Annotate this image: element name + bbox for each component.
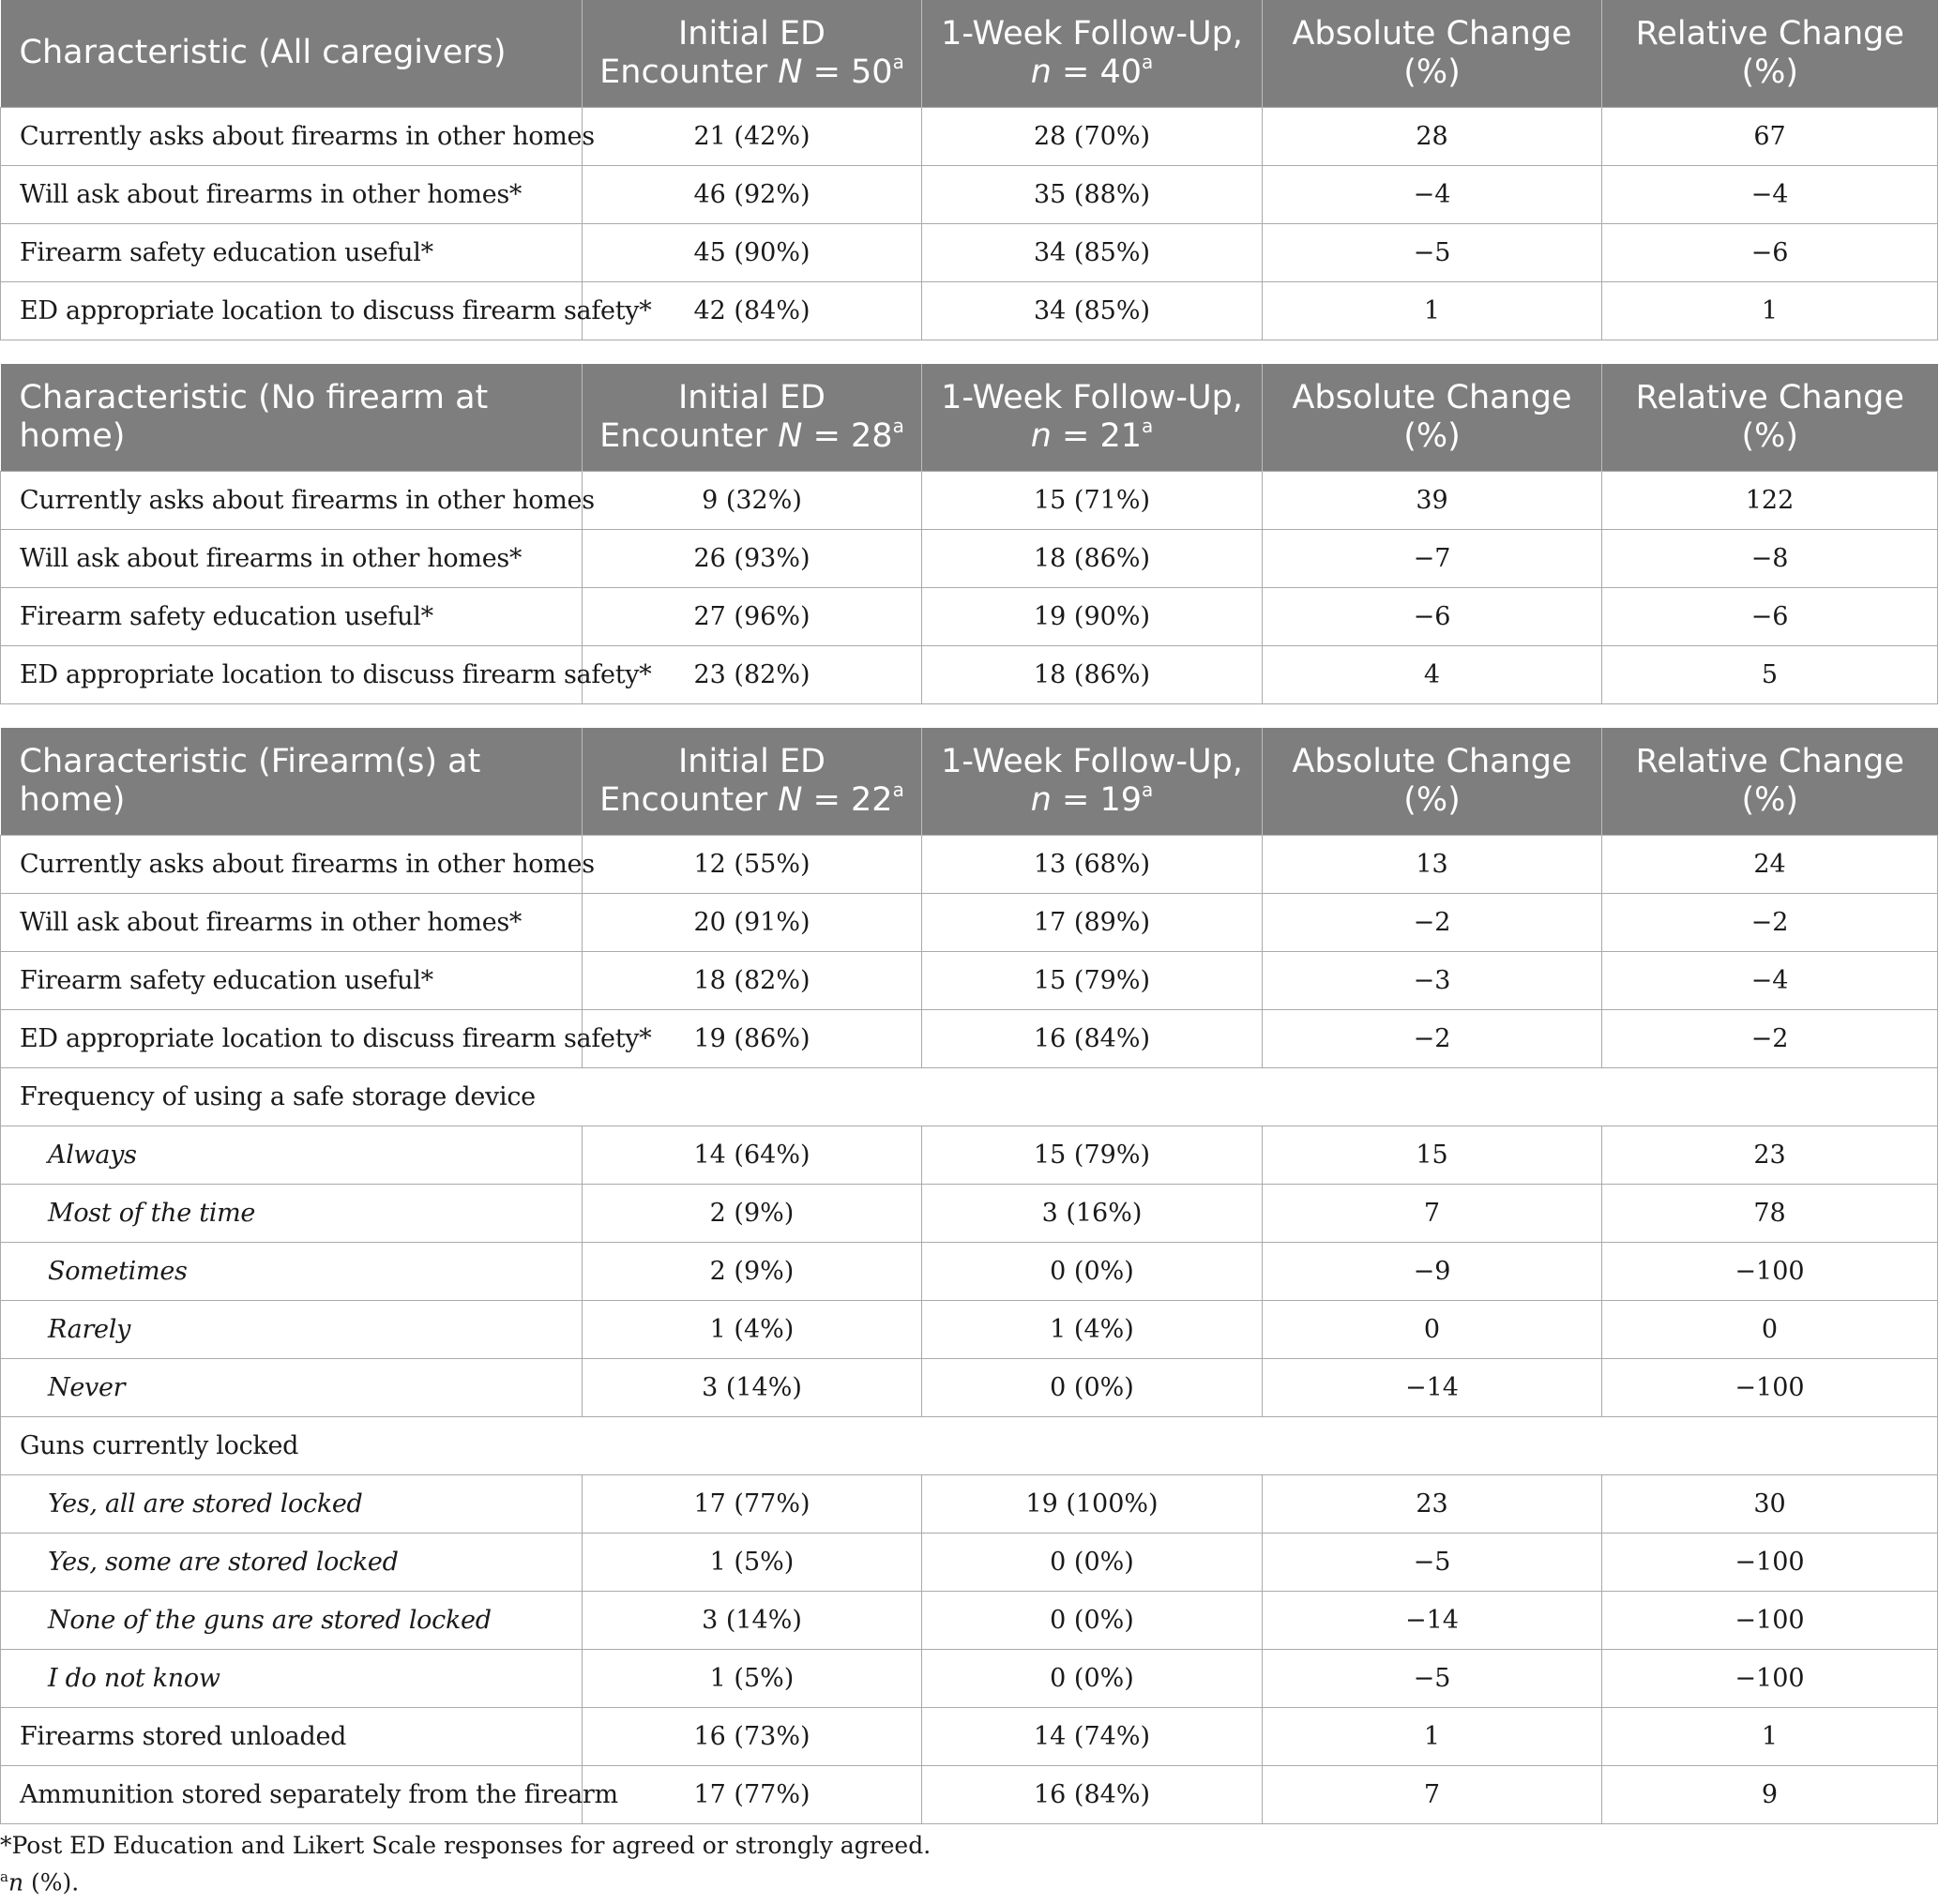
table-cell-value: −9 <box>1263 1242 1602 1300</box>
table-row <box>1 835 1938 893</box>
table-cell-value: −2 <box>1602 1009 1938 1067</box>
table-row <box>1 1358 1938 1416</box>
table-cell-value: 30 <box>1602 1474 1938 1533</box>
table-cell-value: −14 <box>1263 1358 1602 1416</box>
table-row <box>1 1242 1938 1300</box>
table-cell-value: 0 (0%) <box>922 1649 1263 1707</box>
table-row <box>1 1416 1938 1474</box>
table-no-firearm-at-home <box>0 364 1938 704</box>
table-cell-label: None of the guns are stored locked <box>1 1591 583 1649</box>
table-row <box>1 1300 1938 1358</box>
table-row <box>1 471 1938 529</box>
table-row <box>1 1474 1938 1533</box>
table-cell-value: 2 (9%) <box>583 1184 922 1242</box>
table-cell-value: 0 (0%) <box>922 1533 1263 1591</box>
table-cell-value: 12 (55%) <box>583 835 922 893</box>
header-relative-change: Relative Change (%) <box>1602 0 1938 107</box>
table-cell-value: 17 (77%) <box>583 1474 922 1533</box>
table-cell-value: 0 <box>1263 1300 1602 1358</box>
table-cell-label: Sometimes <box>1 1242 583 1300</box>
table-cell-value: 1 (5%) <box>583 1649 922 1707</box>
table-cell-value: 24 <box>1602 835 1938 893</box>
footnote-asterisk: *Post ED Education and Likert Scale responses for agreed or strongly agreed. <box>0 1832 932 1859</box>
table-cell-value: 15 <box>1263 1126 1602 1184</box>
table-cell-label: ED appropriate location to discuss firearm safety* <box>1 645 583 703</box>
table-cell-value: 26 (93%) <box>583 529 922 587</box>
table-cell-label: ED appropriate location to discuss firearm safety* <box>1 281 583 340</box>
table-row <box>1 1009 1938 1067</box>
table-header-row <box>1 0 1938 107</box>
header-characteristic: Characteristic (No firearm at home) <box>1 364 583 471</box>
header-absolute-change: Absolute Change (%) <box>1263 0 1602 107</box>
table-cell-label: Will ask about firearms in other homes* <box>1 893 583 951</box>
table-cell-label: Firearm safety education useful* <box>1 951 583 1009</box>
table-cell-group-label: Frequency of using a safe storage device <box>1 1067 1938 1126</box>
header-initial-ed: Initial ED Encounter $N = 50^a$ <box>583 0 922 107</box>
table-cell-value: 34 (85%) <box>922 223 1263 281</box>
table-cell-value: 1 (4%) <box>583 1300 922 1358</box>
table-cell-value: 9 <box>1602 1765 1938 1823</box>
table-cell-value: 5 <box>1602 645 1938 703</box>
table-cell-value: −100 <box>1602 1358 1938 1416</box>
table-firearms-at-home <box>0 728 1938 1824</box>
table-cell-label: Currently asks about firearms in other homes <box>1 107 583 165</box>
header-follow-up: 1-Week Follow-Up, $n = 19^a$ <box>922 728 1263 835</box>
table-cell-value: 1 (4%) <box>922 1300 1263 1358</box>
table-row <box>1 223 1938 281</box>
table-cell-value: 1 <box>1602 1707 1938 1765</box>
table-cell-value: 1 <box>1602 281 1938 340</box>
table-cell-label: Firearms stored unloaded <box>1 1707 583 1765</box>
table-all-caregivers <box>0 0 1938 340</box>
table-row <box>1 1067 1938 1126</box>
table-cell-value: 4 <box>1263 645 1602 703</box>
footnote-a: $^a$n (%). <box>0 1868 80 1896</box>
table-cell-value: 3 (14%) <box>583 1591 922 1649</box>
table-cell-value: −2 <box>1602 893 1938 951</box>
table-row <box>1 107 1938 165</box>
table-cell-value: 14 (64%) <box>583 1126 922 1184</box>
table-cell-label: Never <box>1 1358 583 1416</box>
table-row <box>1 1591 1938 1649</box>
table-cell-value: 17 (77%) <box>583 1765 922 1823</box>
table-cell-label: I do not know <box>1 1649 583 1707</box>
table-cell-value: −100 <box>1602 1591 1938 1649</box>
table-cell-label: Most of the time <box>1 1184 583 1242</box>
table-cell-value: 0 <box>1602 1300 1938 1358</box>
table-cell-value: 7 <box>1263 1184 1602 1242</box>
table-cell-value: −100 <box>1602 1242 1938 1300</box>
table-cell-value: −5 <box>1263 1649 1602 1707</box>
table-cell-value: 21 (42%) <box>583 107 922 165</box>
table-row <box>1 1184 1938 1242</box>
table-row <box>1 645 1938 703</box>
table-cell-value: −100 <box>1602 1533 1938 1591</box>
table-cell-value: 20 (91%) <box>583 893 922 951</box>
table-cell-value: 18 (86%) <box>922 645 1263 703</box>
table-cell-value: 34 (85%) <box>922 281 1263 340</box>
table-cell-value: −6 <box>1602 587 1938 645</box>
table-row <box>1 951 1938 1009</box>
table-cell-label: Yes, all are stored locked <box>1 1474 583 1533</box>
table-cell-label: Ammunition stored separately from the firearm <box>1 1765 583 1823</box>
header-initial-ed: Initial ED Encounter $N = 22^a$ <box>583 728 922 835</box>
table-cell-value: −6 <box>1602 223 1938 281</box>
table-row <box>1 1126 1938 1184</box>
table-cell-value: 35 (88%) <box>922 165 1263 223</box>
table-cell-value: 19 (86%) <box>583 1009 922 1067</box>
header-follow-up: 1-Week Follow-Up, $n = 21^a$ <box>922 364 1263 471</box>
table-cell-value: 23 <box>1263 1474 1602 1533</box>
table-cell-value: 18 (86%) <box>922 529 1263 587</box>
table-cell-value: 13 <box>1263 835 1602 893</box>
table-cell-value: 3 (14%) <box>583 1358 922 1416</box>
table-cell-value: 15 (79%) <box>922 951 1263 1009</box>
table-header-row <box>1 728 1938 835</box>
table-body <box>1 471 1938 703</box>
table-cell-value: 1 <box>1263 1707 1602 1765</box>
table-row <box>1 281 1938 340</box>
table-cell-value: 122 <box>1602 471 1938 529</box>
table-row <box>1 529 1938 587</box>
table-cell-value: 13 (68%) <box>922 835 1263 893</box>
table-row <box>1 1533 1938 1591</box>
header-relative-change: Relative Change (%) <box>1602 364 1938 471</box>
table-header-row <box>1 364 1938 471</box>
table-cell-label: Yes, some are stored locked <box>1 1533 583 1591</box>
table-cell-label: Always <box>1 1126 583 1184</box>
table-cell-label: Firearm safety education useful* <box>1 223 583 281</box>
table-cell-value: 46 (92%) <box>583 165 922 223</box>
table-cell-value: 42 (84%) <box>583 281 922 340</box>
header-characteristic: Characteristic (All caregivers) <box>1 0 583 107</box>
header-characteristic: Characteristic (Firearm(s) at home) <box>1 728 583 835</box>
table-cell-value: 78 <box>1602 1184 1938 1242</box>
table-cell-value: 45 (90%) <box>583 223 922 281</box>
table-row <box>1 587 1938 645</box>
table-cell-label: Rarely <box>1 1300 583 1358</box>
header-absolute-change: Absolute Change (%) <box>1263 728 1602 835</box>
table-cell-value: −3 <box>1263 951 1602 1009</box>
table-cell-label: ED appropriate location to discuss firearm safety* <box>1 1009 583 1067</box>
table-cell-value: −5 <box>1263 1533 1602 1591</box>
table-row <box>1 1707 1938 1765</box>
header-absolute-change: Absolute Change (%) <box>1263 364 1602 471</box>
table-cell-label: Firearm safety education useful* <box>1 587 583 645</box>
header-initial-ed: Initial ED Encounter $N = 28^a$ <box>583 364 922 471</box>
table-cell-value: 9 (32%) <box>583 471 922 529</box>
table-cell-group-label: Guns currently locked <box>1 1416 1938 1474</box>
table-cell-value: 16 (84%) <box>922 1765 1263 1823</box>
table-cell-value: 17 (89%) <box>922 893 1263 951</box>
table-cell-value: 19 (90%) <box>922 587 1263 645</box>
table-cell-value: 14 (74%) <box>922 1707 1263 1765</box>
table-cell-label: Currently asks about firearms in other homes <box>1 835 583 893</box>
table-body <box>1 835 1938 1823</box>
table-cell-value: 15 (71%) <box>922 471 1263 529</box>
table-cell-value: 23 <box>1602 1126 1938 1184</box>
table-cell-value: 1 (5%) <box>583 1533 922 1591</box>
table-cell-value: −4 <box>1263 165 1602 223</box>
table-cell-value: 7 <box>1263 1765 1602 1823</box>
table-cell-value: −5 <box>1263 223 1602 281</box>
table-cell-value: 19 (100%) <box>922 1474 1263 1533</box>
table-cell-value: 0 (0%) <box>922 1242 1263 1300</box>
table-cell-value: 0 (0%) <box>922 1591 1263 1649</box>
table-cell-value: 67 <box>1602 107 1938 165</box>
header-relative-change: Relative Change (%) <box>1602 728 1938 835</box>
table-cell-label: Will ask about firearms in other homes* <box>1 529 583 587</box>
table-cell-label: Will ask about firearms in other homes* <box>1 165 583 223</box>
table-cell-value: 16 (84%) <box>922 1009 1263 1067</box>
table-cell-label: Currently asks about firearms in other homes <box>1 471 583 529</box>
table-row <box>1 1765 1938 1823</box>
table-cell-value: −8 <box>1602 529 1938 587</box>
table-row <box>1 165 1938 223</box>
table-cell-value: −100 <box>1602 1649 1938 1707</box>
table-cell-value: −7 <box>1263 529 1602 587</box>
table-cell-value: 28 (70%) <box>922 107 1263 165</box>
table-row <box>1 1649 1938 1707</box>
table-cell-value: −14 <box>1263 1591 1602 1649</box>
table-cell-value: 28 <box>1263 107 1602 165</box>
table-cell-value: 39 <box>1263 471 1602 529</box>
table-cell-value: 15 (79%) <box>922 1126 1263 1184</box>
table-cell-value: 0 (0%) <box>922 1358 1263 1416</box>
table-body <box>1 107 1938 340</box>
table-cell-value: −6 <box>1263 587 1602 645</box>
table-cell-value: −2 <box>1263 1009 1602 1067</box>
table-cell-value: 2 (9%) <box>583 1242 922 1300</box>
table-cell-value: 23 (82%) <box>583 645 922 703</box>
table-cell-value: −4 <box>1602 165 1938 223</box>
table-cell-value: 16 (73%) <box>583 1707 922 1765</box>
table-cell-value: 3 (16%) <box>922 1184 1263 1242</box>
table-cell-value: −2 <box>1263 893 1602 951</box>
table-cell-value: 27 (96%) <box>583 587 922 645</box>
header-follow-up: 1-Week Follow-Up, $n = 40^a$ <box>922 0 1263 107</box>
table-row <box>1 893 1938 951</box>
table-cell-value: 18 (82%) <box>583 951 922 1009</box>
table-cell-value: 1 <box>1263 281 1602 340</box>
table-cell-value: −4 <box>1602 951 1938 1009</box>
